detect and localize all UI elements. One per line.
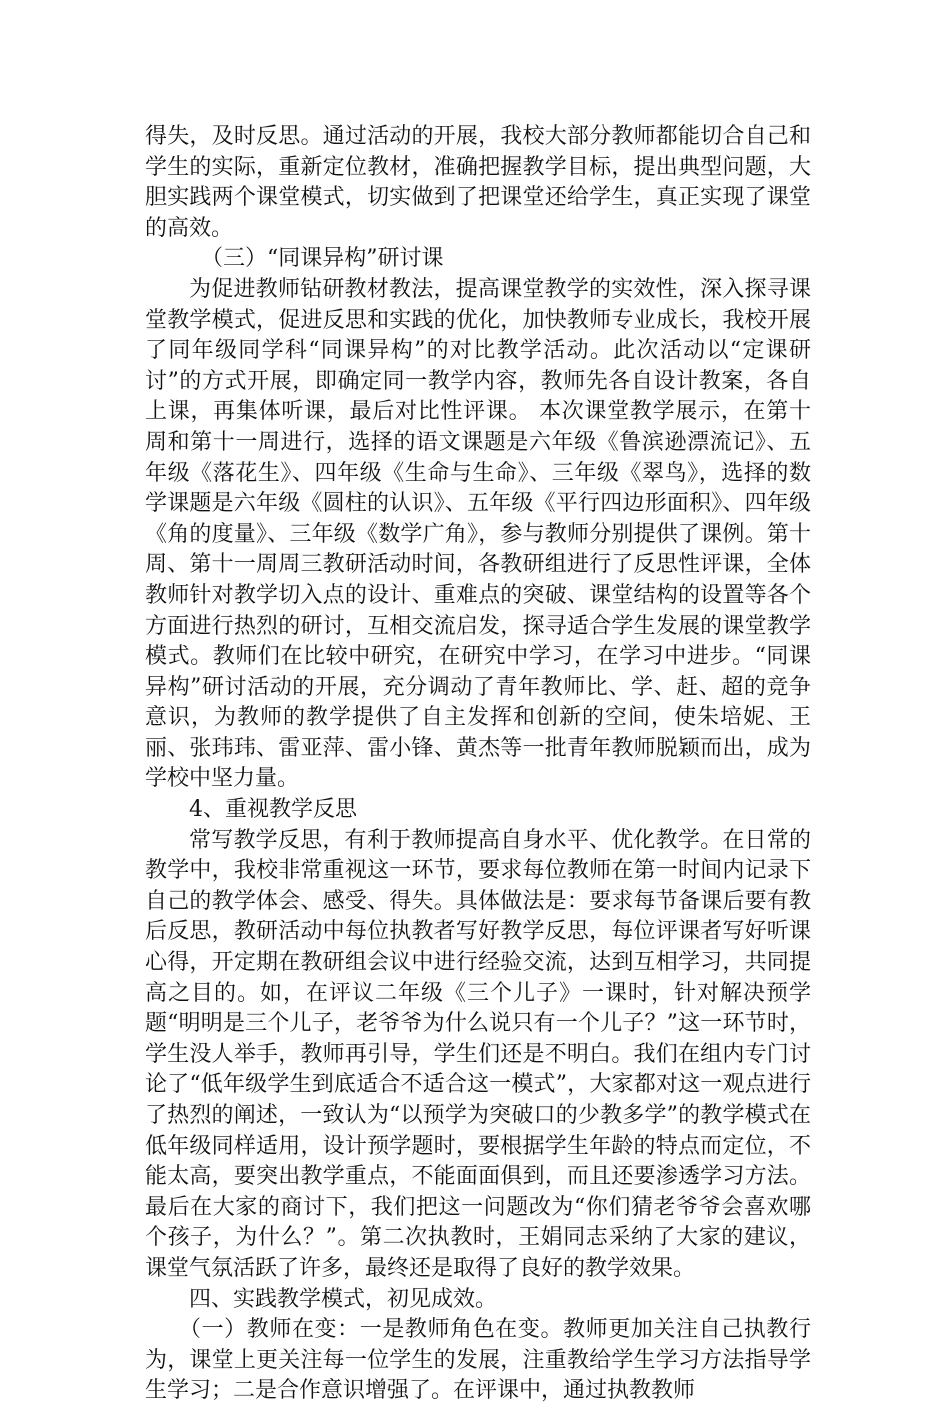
paragraph-continuation: 得失，及时反思。通过活动的开展，我校大部分教师都能切合自己和学生的实际，重新定位教材，准确把握教学目标，提出典型问题，大胆实践两个课堂模式，切实做到了把课堂还给学生，真正实现了课堂的高效。 [145, 124, 811, 241]
document-page [145, 122, 811, 1407]
paragraph-teacher-change: （一）教师在变：一是教师角色在变。教师更加关注自己执教行为，课堂上更关注每一位学生的发展，注重教给学生学习方法指导学生学习；二是合作意识增强了。在评课中，通过执教教师 [145, 1317, 811, 1404]
paragraph-reflection: 常写教学反思，有利于教师提高自身水平、优化教学。在日常的教学中，我校非常重视这一环节，要求每位教师在第一时间内记录下自己的教学体会、感受、得失。具体做法是：要求每节备课后要有教后反思，教研活动中每位执教者写好教学反思，每位评课者写好听课心得，开定期在教研组会议中进行经验交流，达到互相学习，共同提高之目的。如，在评议二年级《三个儿子》一课时，针对解决预学题“明明是三个儿子，老爷爷为什么说只有一个儿子？”这一环节时，学生没人举手，教师再引导，学生们还是不明白。我们在组内专门讨论了“低年级学生到底适合不适合这一模式”，大家都对这一观点进行了热烈的阐述，一致认为“以预学为突破口的少教多学”的教学模式在低年级同样适用，设计预学题时，要根据学生年龄的特点而定位，不能太高，要突出教学重点，不能面面俱到，而且还要渗透学习方法。最后在大家的商讨下，我们把这一问题改为“你们猜老爷爷会喜欢哪个孩子，为什么？”。第二次执教时，王娟同志采纳了大家的建议，课堂气氛活跃了许多，最终还是取得了良好的教学效果。 [145, 827, 811, 1281]
subheading-same-lesson: （三）“同课异构”研讨课 [201, 246, 444, 272]
heading-section-four: 四、实践教学模式，初见成效。 [189, 1286, 498, 1312]
heading-reflection: 4、重视教学反思 [189, 797, 357, 823]
paragraph-same-lesson: 为促进教师钻研教材教法，提高课堂教学的实效性，深入探寻课堂教学模式，促进反思和实践的优化，加快教师专业成长，我校开展了同年级同学科“同课异构”的对比教学活动。此次活动以“定课研讨”的方式开展，即确定同一教学内容，教师先各自设计教案，各自上课，再集体听课，最后对比性评课。 本次课堂教学展示，在第十周和第十一周进行，选择的语文课题是六年级《鲁滨逊漂流记》、五年级《落花生》、四年级《生命与生命》、三年级《翠鸟》，选择的数学课题是六年级《圆柱的认识》、五年级《平行四边形面积》、四年级《角的度量》、三年级《数学广角》，参与教师分别提供了课例。第十周、第十一周周三教研活动时间，各教研组进行了反思性评课，全体教师针对教学切入点的设计、重难点的突破、课堂结构的设置等各个方面进行热烈的研讨，互相交流启发，探寻适合学生发展的课堂教学模式。教师们在比较中研究，在研究中学习，在学习中进步。“同课异构”研讨活动的开展，充分调动了青年教师比、学、赶、超的竞争意识，为教师的教学提供了自主发挥和创新的空间，使朱培妮、王丽、张玮玮、雷亚萍、雷小锋、黄杰等一批青年教师脱颖而出，成为学校中坚力量。 [145, 276, 811, 792]
